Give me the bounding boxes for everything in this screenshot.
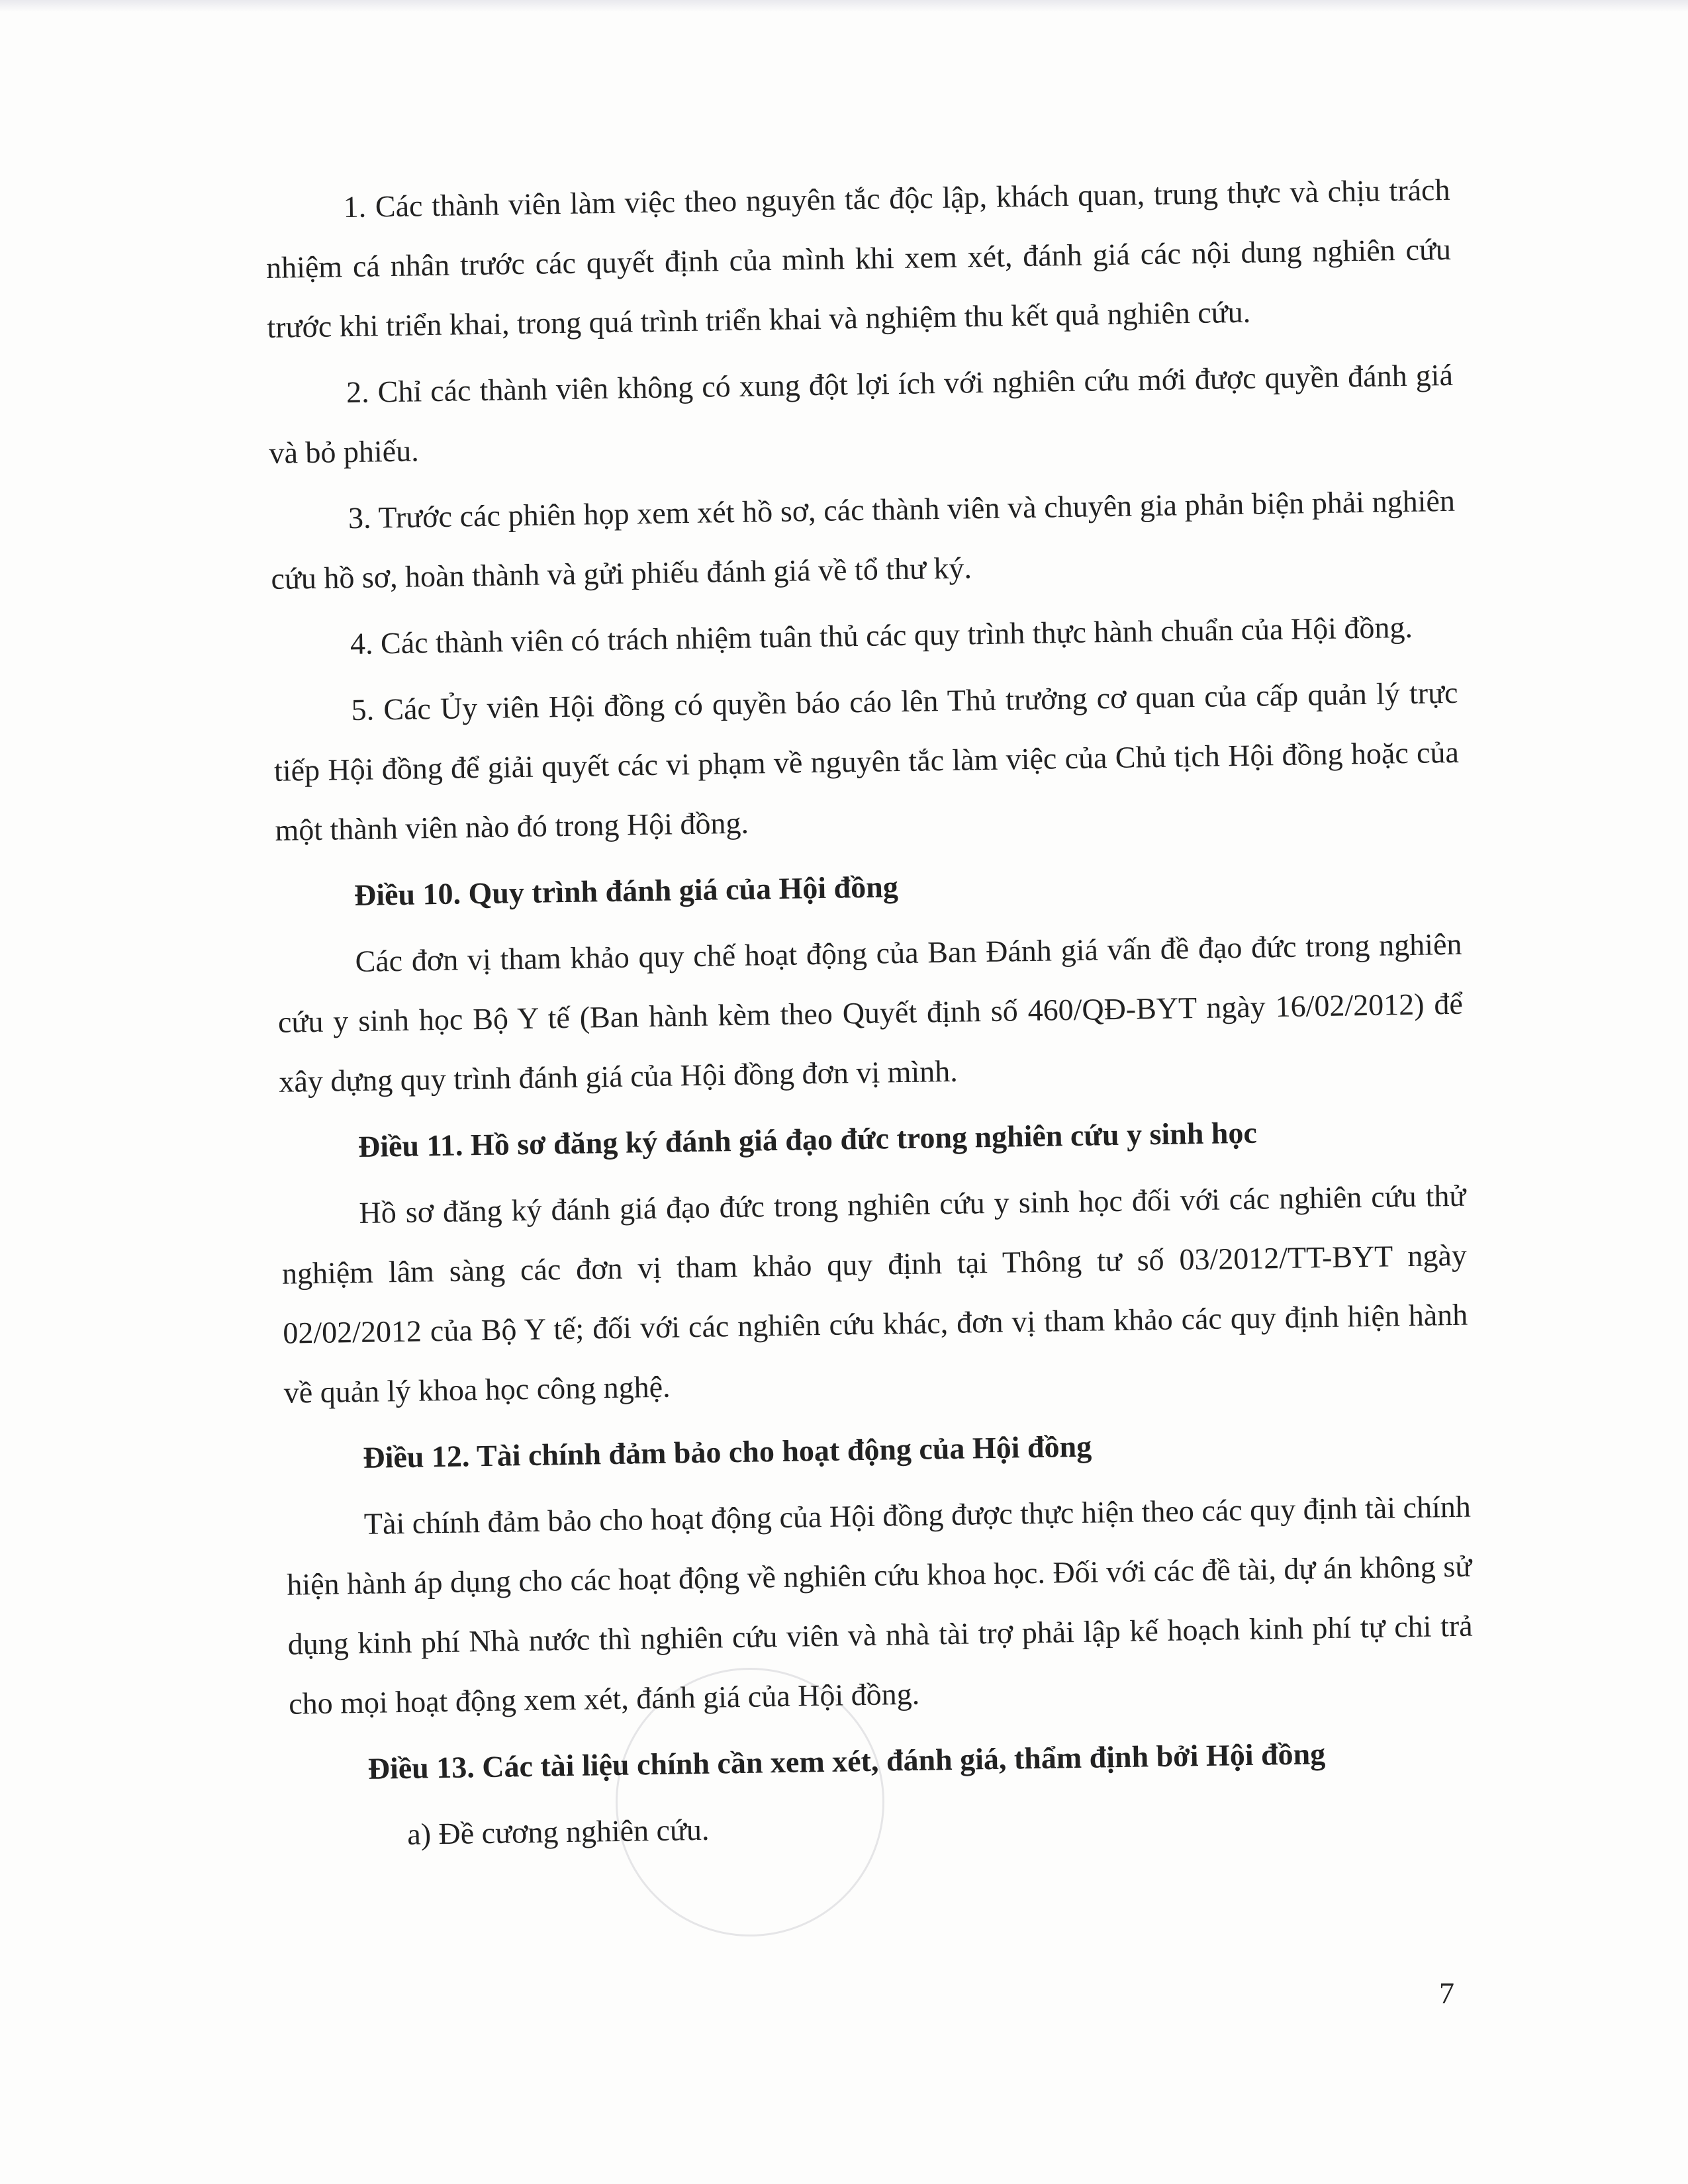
- article-10-heading: Điều 10. Quy trình đánh giá của Hội đồng: [353, 870, 899, 913]
- article-13-heading: Điều 13. Các tài liệu chính cần xem xét, đánh giá, thẩm định bởi Hội đồng: [367, 1737, 1326, 1786]
- article-12-heading: Điều 12. Tài chính đảm bảo cho hoạt động của Hội đồng: [362, 1429, 1092, 1475]
- paragraph-1: 1. Các thành viên làm việc theo nguyên tắc độc lập, khách quan, trung thực và chịu trách nhiệm cá nhân trước các quyết định của mình khi xem xét, đánh giá các nội dung nghiên cứu trước khi triển khai, trong quá trình triển khai và nghiệm thu kết quả nghiên cứu.: [265, 172, 1452, 344]
- article-11-heading: Điều 11. Hồ sơ đăng ký đánh giá đạo đức trong nghiên cứu y sinh học: [357, 1115, 1258, 1163]
- paragraph-5: 5. Các Ủy viên Hội đồng có quyền báo cáo lên Thủ trưởng cơ quan của cấp quản lý trực tiếp Hội đồng để giải quyết các vi phạm về nguyên tắc làm việc của Chủ tịch Hội đồng hoặc của một thành viên nào đó trong Hội đồng.: [273, 675, 1460, 847]
- paragraph-2: 2. Chỉ các thành viên không có xung đột lợi ích với nghiên cứu mới được quyền đánh giá và bỏ phiếu.: [269, 357, 1454, 470]
- paragraph-4: 4. Các thành viên có trách nhiệm tuân thủ các quy trình thực hành chuẩn của Hội đồng.: [350, 610, 1413, 661]
- page-number: 7: [1439, 1976, 1454, 2010]
- article-13-item-a: a) Đề cương nghiên cứu.: [406, 1812, 710, 1851]
- paragraph-3: 3. Trước các phiên họp xem xét hồ sơ, các thành viên và chuyên gia phản biện phải nghiên cứu hồ sơ, hoàn thành và gửi phiếu đánh giá về tổ thư ký.: [271, 483, 1456, 596]
- article-11-body: Hồ sơ đăng ký đánh giá đạo đức trong nghiên cứu y sinh học đối với các nghiên cứu thử nghiệm lâm sàng các đơn vị tham khảo quy định tại Thông tư số 03/2012/TT-BYT ngày 02/02/2012 của Bộ Y tế; đối với các nghiên cứu khác, đơn vị tham khảo các quy định hiện hành về quản lý khoa học công nghệ.: [281, 1178, 1468, 1410]
- scan-top-edge: [0, 0, 1688, 12]
- article-12-body: Tài chính đảm bảo cho hoạt động của Hội đồng được thực hiện theo các quy định tài chính hiện hành áp dụng cho các hoạt động về nghiên cứu khoa học. Đối với các đề tài, dự án không sử dụng kinh phí Nhà nước thì nghiên cứu viên và nhà tài trợ phải lập kế hoạch kinh phí tự chi trả cho mọi hoạt động xem xét, đánh giá của Hội đồng.: [286, 1489, 1473, 1721]
- document-body: [265, 160, 1476, 1866]
- article-10-body: Các đơn vị tham khảo quy chế hoạt động của Ban Đánh giá vấn đề đạo đức trong nghiên cứu y sinh học Bộ Y tế (Ban hành kèm theo Quyết định số 460/QĐ-BYT ngày 16/02/2012) để xây dựng quy trình đánh giá của Hội đồng đơn vị mình.: [277, 927, 1464, 1099]
